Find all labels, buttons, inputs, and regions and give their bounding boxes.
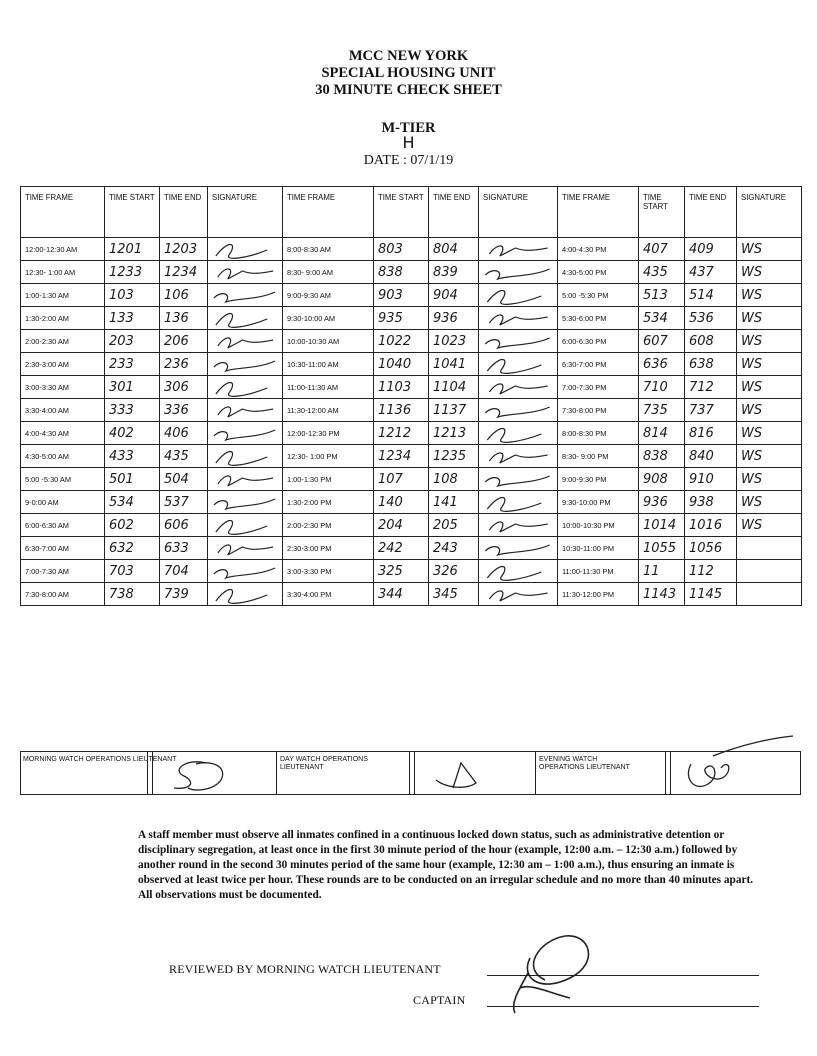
morning-signature-icon xyxy=(166,758,236,792)
time-start-cell: 1103 xyxy=(374,376,429,399)
time-end-cell: 141 xyxy=(429,491,479,514)
signature-cell xyxy=(737,560,802,583)
time-frame-cell: 2:00-2:30 PM xyxy=(283,514,374,537)
time-start-cell: 133 xyxy=(105,307,160,330)
time-start-cell: 107 xyxy=(374,468,429,491)
col-time-start: TIME START xyxy=(374,187,429,238)
time-start-cell: 710 xyxy=(639,376,685,399)
signature-cell xyxy=(479,353,558,376)
signature-cell xyxy=(479,514,558,537)
signature-cell: WS xyxy=(737,445,802,468)
time-frame-cell: 1:00-1:30 PM xyxy=(283,468,374,491)
col-time-end: TIME END xyxy=(429,187,479,238)
time-start-cell: 1040 xyxy=(374,353,429,376)
time-end-cell: 409 xyxy=(685,238,737,261)
time-end-cell: 406 xyxy=(160,422,208,445)
table-row xyxy=(21,445,802,468)
time-end-cell: 1023 xyxy=(429,330,479,353)
signature-cell xyxy=(208,284,283,307)
time-frame-cell: 6:00-6:30 AM xyxy=(21,514,105,537)
time-frame-cell: 3:30-4:00 PM xyxy=(283,583,374,606)
signature-icon xyxy=(208,307,282,329)
time-frame-cell: 4:00-4:30 AM xyxy=(21,422,105,445)
time-frame-cell: 7:30-8:00 AM xyxy=(21,583,105,606)
signature-icon xyxy=(208,468,282,490)
time-frame-cell: 9:00-9:30 AM xyxy=(283,284,374,307)
table-row xyxy=(21,330,802,353)
time-end-cell: 1234 xyxy=(160,261,208,284)
signature-icon xyxy=(479,560,557,582)
signature-icon xyxy=(479,422,557,444)
time-start-cell: 1212 xyxy=(374,422,429,445)
signature-cell xyxy=(208,468,283,491)
time-end-cell: 1145 xyxy=(685,583,737,606)
facility-name: MCC NEW YORK xyxy=(348,48,469,64)
time-frame-cell: 10:00-10:30 PM xyxy=(558,514,639,537)
table-row xyxy=(21,583,802,606)
watch-signoff-row xyxy=(20,751,801,795)
table-row xyxy=(21,560,802,583)
time-end-cell: 1041 xyxy=(429,353,479,376)
unit-name: SPECIAL HOUSING UNIT xyxy=(321,65,496,81)
time-start-cell: 1143 xyxy=(639,583,685,606)
time-start-cell: 1055 xyxy=(639,537,685,560)
signature-icon xyxy=(479,238,557,260)
time-frame-cell: 8:30- 9:00 AM xyxy=(283,261,374,284)
time-end-cell: 737 xyxy=(685,399,737,422)
time-frame-cell: 4:30-5:00 PM xyxy=(558,261,639,284)
table-row xyxy=(21,376,802,399)
col-time-start: TIME START xyxy=(639,187,685,238)
time-start-cell: 936 xyxy=(639,491,685,514)
time-start-cell: 838 xyxy=(639,445,685,468)
time-start-cell: 814 xyxy=(639,422,685,445)
time-end-cell: 435 xyxy=(160,445,208,468)
lieutenant-signature-icon xyxy=(500,918,610,1018)
signature-cell xyxy=(479,261,558,284)
signature-cell xyxy=(479,491,558,514)
time-end-cell: 306 xyxy=(160,376,208,399)
signature-cell xyxy=(208,330,283,353)
signature-cell xyxy=(208,399,283,422)
date-label: DATE : 07/1/19 xyxy=(363,153,454,168)
time-start-cell: 435 xyxy=(639,261,685,284)
time-end-cell: 336 xyxy=(160,399,208,422)
time-frame-cell: 7:00-7:30 PM xyxy=(558,376,639,399)
time-frame-cell: 1:30-2:00 AM xyxy=(21,307,105,330)
time-end-cell: 1137 xyxy=(429,399,479,422)
signature-cell xyxy=(479,284,558,307)
time-end-cell: 816 xyxy=(685,422,737,445)
table-row xyxy=(21,261,802,284)
signature-icon xyxy=(208,514,282,536)
time-frame-cell: 12:30- 1:00 PM xyxy=(283,445,374,468)
time-end-cell: 910 xyxy=(685,468,737,491)
time-start-cell: 738 xyxy=(105,583,160,606)
time-end-cell: 804 xyxy=(429,238,479,261)
time-frame-cell: 4:30-5:00 AM xyxy=(21,445,105,468)
check-table xyxy=(20,186,802,606)
table-row xyxy=(21,353,802,376)
signature-cell xyxy=(208,445,283,468)
col-time-frame: TIME FRAME xyxy=(558,187,639,238)
signature-cell xyxy=(479,560,558,583)
instructions-paragraph: A staff member must observe all inmates confined in a continuous locked down status, such as administrative detention or disciplinary segregation, at least once in the first 30 minute period of the hour (example, 12:00 a.m. – 12:30 a.m.) followed by another round in the second 30 minutes period of the same hour (example, 12:30 am – 1:00 a.m.), thus ensuring an inmate is observed at least twice per hour. These rounds are to be conducted on an irregular schedule and no more than 40 minutes apart. All observations must be documented. xyxy=(138,829,754,901)
time-start-cell: 803 xyxy=(374,238,429,261)
time-frame-cell: 7:30-8:00 PM xyxy=(558,399,639,422)
time-end-cell: 936 xyxy=(429,307,479,330)
table-row xyxy=(21,422,802,445)
signature-cell xyxy=(479,238,558,261)
signature-cell xyxy=(208,353,283,376)
signature-cell xyxy=(208,491,283,514)
signature-cell: WS xyxy=(737,238,802,261)
tier-handwritten: H xyxy=(402,133,415,152)
signature-cell: WS xyxy=(737,376,802,399)
captain-label: CAPTAIN xyxy=(413,993,466,1007)
time-frame-cell: 9:00-9:30 PM xyxy=(558,468,639,491)
signature-icon xyxy=(479,583,557,605)
signature-cell xyxy=(479,376,558,399)
signature-icon xyxy=(479,330,557,352)
time-frame-cell: 2:30-3:00 AM xyxy=(21,353,105,376)
time-start-cell: 242 xyxy=(374,537,429,560)
signature-icon xyxy=(479,261,557,283)
time-start-cell: 1022 xyxy=(374,330,429,353)
time-frame-cell: 11:30-12:00 PM xyxy=(558,583,639,606)
signature-icon xyxy=(208,399,282,421)
time-end-cell: 1104 xyxy=(429,376,479,399)
signature-icon xyxy=(208,261,282,283)
table-row xyxy=(21,238,802,261)
signature-cell: WS xyxy=(737,330,802,353)
signature-icon xyxy=(479,376,557,398)
tier-label: M-TIER xyxy=(381,120,436,136)
time-start-cell: 325 xyxy=(374,560,429,583)
time-start-cell: 735 xyxy=(639,399,685,422)
time-end-cell: 243 xyxy=(429,537,479,560)
col-time-end: TIME END xyxy=(685,187,737,238)
time-end-cell: 904 xyxy=(429,284,479,307)
signature-icon xyxy=(208,353,282,375)
time-end-cell: 839 xyxy=(429,261,479,284)
time-frame-cell: 10:30-11:00 AM xyxy=(283,353,374,376)
signature-icon xyxy=(479,491,557,513)
time-start-cell: 513 xyxy=(639,284,685,307)
time-frame-cell: 12:00-12:30 PM xyxy=(283,422,374,445)
time-start-cell: 204 xyxy=(374,514,429,537)
time-end-cell: 514 xyxy=(685,284,737,307)
signature-icon xyxy=(479,307,557,329)
time-frame-cell: 6:30-7:00 PM xyxy=(558,353,639,376)
time-start-cell: 534 xyxy=(105,491,160,514)
signature-cell xyxy=(479,330,558,353)
time-end-cell: 1056 xyxy=(685,537,737,560)
time-end-cell: 437 xyxy=(685,261,737,284)
table-row xyxy=(21,307,802,330)
time-start-cell: 903 xyxy=(374,284,429,307)
time-frame-cell: 10:00-10:30 AM xyxy=(283,330,374,353)
time-end-cell: 1213 xyxy=(429,422,479,445)
time-start-cell: 301 xyxy=(105,376,160,399)
time-end-cell: 739 xyxy=(160,583,208,606)
signature-icon xyxy=(479,353,557,375)
signature-cell xyxy=(479,399,558,422)
time-end-cell: 136 xyxy=(160,307,208,330)
time-end-cell: 206 xyxy=(160,330,208,353)
time-end-cell: 938 xyxy=(685,491,737,514)
signature-cell: WS xyxy=(737,468,802,491)
time-end-cell: 608 xyxy=(685,330,737,353)
signature-icon xyxy=(479,445,557,467)
time-end-cell: 1203 xyxy=(160,238,208,261)
time-start-cell: 103 xyxy=(105,284,160,307)
time-end-cell: 536 xyxy=(685,307,737,330)
signature-cell: WS xyxy=(737,422,802,445)
time-end-cell: 633 xyxy=(160,537,208,560)
time-end-cell: 112 xyxy=(685,560,737,583)
time-start-cell: 333 xyxy=(105,399,160,422)
time-start-cell: 838 xyxy=(374,261,429,284)
time-end-cell: 537 xyxy=(160,491,208,514)
time-start-cell: 1233 xyxy=(105,261,160,284)
time-frame-cell: 6:00-6:30 PM xyxy=(558,330,639,353)
signature-icon xyxy=(208,284,282,306)
signature-icon xyxy=(479,537,557,559)
time-frame-cell: 9:30-10:00 PM xyxy=(558,491,639,514)
signature-cell xyxy=(208,238,283,261)
time-start-cell: 1014 xyxy=(639,514,685,537)
time-frame-cell: 8:00-8:30 AM xyxy=(283,238,374,261)
signature-cell xyxy=(208,376,283,399)
time-frame-cell: 2:00-2:30 AM xyxy=(21,330,105,353)
time-start-cell: 534 xyxy=(639,307,685,330)
time-start-cell: 11 xyxy=(639,560,685,583)
time-start-cell: 632 xyxy=(105,537,160,560)
time-start-cell: 703 xyxy=(105,560,160,583)
time-frame-cell: 11:30-12:00 AM xyxy=(283,399,374,422)
signature-cell xyxy=(208,514,283,537)
signature-icon xyxy=(208,445,282,467)
time-frame-cell: 4:00-4:30 PM xyxy=(558,238,639,261)
signature-icon xyxy=(479,284,557,306)
time-end-cell: 345 xyxy=(429,583,479,606)
sheet-title: 30 MINUTE CHECK SHEET xyxy=(315,82,502,98)
signature-cell xyxy=(737,583,802,606)
time-end-cell: 106 xyxy=(160,284,208,307)
time-start-cell: 402 xyxy=(105,422,160,445)
signature-icon xyxy=(208,583,282,605)
signature-cell xyxy=(479,307,558,330)
signature-icon xyxy=(479,468,557,490)
signature-icon xyxy=(479,399,557,421)
time-frame-cell: 6:30-7:00 AM xyxy=(21,537,105,560)
time-end-cell: 1016 xyxy=(685,514,737,537)
time-frame-cell: 3:00-3:30 PM xyxy=(283,560,374,583)
signature-cell xyxy=(208,537,283,560)
signature-cell xyxy=(208,583,283,606)
signature-icon xyxy=(208,238,282,260)
time-frame-cell: 8:30- 9:00 PM xyxy=(558,445,639,468)
signature-cell xyxy=(208,560,283,583)
time-start-cell: 433 xyxy=(105,445,160,468)
table-row xyxy=(21,537,802,560)
time-end-cell: 326 xyxy=(429,560,479,583)
col-time-frame: TIME FRAME xyxy=(21,187,105,238)
signature-cell xyxy=(479,583,558,606)
time-end-cell: 1235 xyxy=(429,445,479,468)
time-start-cell: 407 xyxy=(639,238,685,261)
signature-cell: WS xyxy=(737,399,802,422)
time-frame-cell: 3:30-4:00 AM xyxy=(21,399,105,422)
time-start-cell: 935 xyxy=(374,307,429,330)
time-frame-cell: 9-0:00 AM xyxy=(21,491,105,514)
time-end-cell: 236 xyxy=(160,353,208,376)
time-start-cell: 908 xyxy=(639,468,685,491)
time-start-cell: 636 xyxy=(639,353,685,376)
col-signature: SIGNATURE xyxy=(479,187,558,238)
signature-cell xyxy=(479,445,558,468)
signature-cell: WS xyxy=(737,353,802,376)
time-frame-cell: 11:00-11:30 AM xyxy=(283,376,374,399)
col-time-start: TIME START xyxy=(105,187,160,238)
reviewed-by-label: REVIEWED BY MORNING WATCH LIEUTENANT xyxy=(169,962,441,976)
signature-cell: WS xyxy=(737,514,802,537)
table-row xyxy=(21,514,802,537)
time-frame-cell: 8:00-8:30 PM xyxy=(558,422,639,445)
time-frame-cell: 12:00-12:30 AM xyxy=(21,238,105,261)
time-frame-cell: 1:00-1:30 AM xyxy=(21,284,105,307)
signature-cell: WS xyxy=(737,284,802,307)
time-frame-cell: 5:30-6:00 PM xyxy=(558,307,639,330)
time-start-cell: 1136 xyxy=(374,399,429,422)
signature-cell: WS xyxy=(737,261,802,284)
signature-icon xyxy=(208,491,282,513)
time-frame-cell: 3:00-3:30 AM xyxy=(21,376,105,399)
signature-cell xyxy=(737,537,802,560)
time-end-cell: 205 xyxy=(429,514,479,537)
time-start-cell: 501 xyxy=(105,468,160,491)
time-frame-cell: 5:00 -5:30 PM xyxy=(558,284,639,307)
time-end-cell: 108 xyxy=(429,468,479,491)
time-start-cell: 233 xyxy=(105,353,160,376)
evening-signature-icon xyxy=(673,734,798,794)
time-frame-cell: 5:00 -5:30 AM xyxy=(21,468,105,491)
time-start-cell: 607 xyxy=(639,330,685,353)
table-header-row xyxy=(21,187,802,238)
signature-cell xyxy=(208,261,283,284)
col-signature: SIGNATURE xyxy=(737,187,802,238)
time-start-cell: 1234 xyxy=(374,445,429,468)
signature-icon xyxy=(208,376,282,398)
time-frame-cell: 7:00-7:30 AM xyxy=(21,560,105,583)
time-end-cell: 704 xyxy=(160,560,208,583)
time-frame-cell: 11:00-11:30 PM xyxy=(558,560,639,583)
time-start-cell: 203 xyxy=(105,330,160,353)
signature-cell xyxy=(208,422,283,445)
signature-icon xyxy=(208,422,282,444)
time-frame-cell: 1:30-2:00 PM xyxy=(283,491,374,514)
evening-watch-label: EVENING WATCH OPERATIONS LIEUTENANT xyxy=(539,756,630,771)
signature-icon xyxy=(208,537,282,559)
time-frame-cell: 2:30-3:00 PM xyxy=(283,537,374,560)
signature-cell xyxy=(479,468,558,491)
signature-cell xyxy=(479,422,558,445)
time-end-cell: 606 xyxy=(160,514,208,537)
col-time-end: TIME END xyxy=(160,187,208,238)
table-row xyxy=(21,468,802,491)
time-start-cell: 602 xyxy=(105,514,160,537)
table-row xyxy=(21,491,802,514)
time-end-cell: 840 xyxy=(685,445,737,468)
day-watch-label: DAY WATCH OPERATIONS LIEUTENANT xyxy=(280,756,368,771)
time-frame-cell: 9:30-10:00 AM xyxy=(283,307,374,330)
table-row xyxy=(21,399,802,422)
signature-cell: WS xyxy=(737,307,802,330)
signature-icon xyxy=(208,330,282,352)
col-time-frame: TIME FRAME xyxy=(283,187,374,238)
time-frame-cell: 12:30- 1:00 AM xyxy=(21,261,105,284)
time-end-cell: 504 xyxy=(160,468,208,491)
time-end-cell: 638 xyxy=(685,353,737,376)
signature-cell: WS xyxy=(737,491,802,514)
time-frame-cell: 10:30-11:00 PM xyxy=(558,537,639,560)
time-start-cell: 344 xyxy=(374,583,429,606)
day-signature-icon xyxy=(431,758,491,792)
signature-cell xyxy=(479,537,558,560)
time-end-cell: 712 xyxy=(685,376,737,399)
morning-watch-label: MORNING WATCH OPERATIONS LIEUTENANT xyxy=(23,756,177,763)
signature-icon xyxy=(479,514,557,536)
col-signature: SIGNATURE xyxy=(208,187,283,238)
time-start-cell: 140 xyxy=(374,491,429,514)
table-row xyxy=(21,284,802,307)
signature-cell xyxy=(208,307,283,330)
signature-icon xyxy=(208,560,282,582)
time-start-cell: 1201 xyxy=(105,238,160,261)
